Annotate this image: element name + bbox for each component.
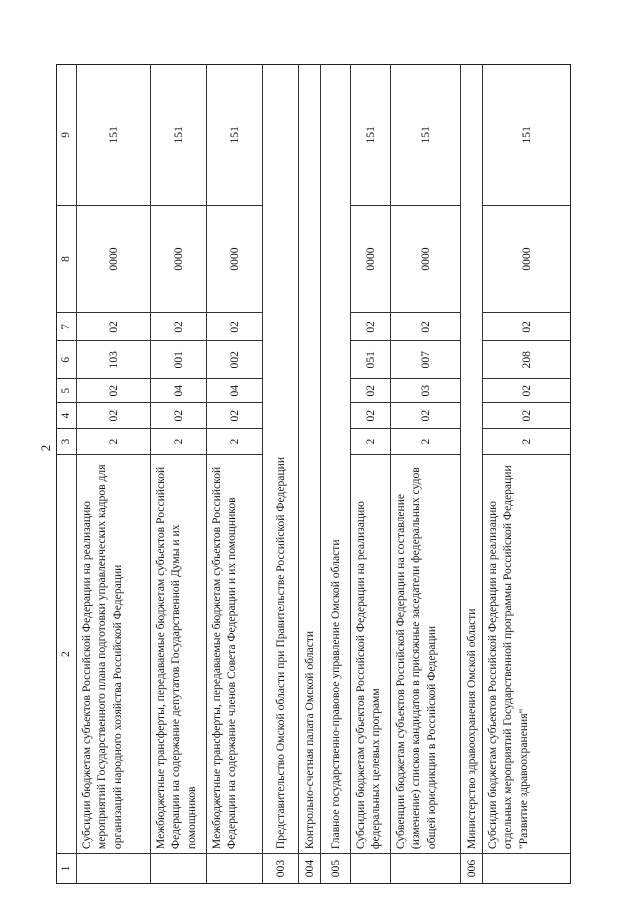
code-cell: 0000 bbox=[483, 205, 570, 313]
code-cell: 02 bbox=[483, 402, 570, 428]
code-cell: 02 bbox=[351, 378, 390, 402]
code-cell: 151 bbox=[519, 126, 533, 144]
code-cell: 02 bbox=[207, 312, 262, 340]
administrator-name-cell: Министерство здравоохранения Омской области bbox=[464, 608, 478, 850]
code-cell: 02 bbox=[351, 402, 390, 428]
admin-code-cell bbox=[207, 853, 262, 883]
code-cell: 151 bbox=[227, 126, 241, 144]
code-cell: 02 bbox=[483, 312, 570, 340]
code-cell: 02 bbox=[151, 402, 206, 428]
code-cell: 051 bbox=[351, 340, 390, 378]
code-cell: 0000 bbox=[391, 205, 460, 313]
description-cell: Субсидии бюджетам субъектов Российской Федерации на реализацию мероприятий Государственного плана подготовки управленческих кадров для организаций народного хозяйства Российской Федерации bbox=[77, 454, 150, 853]
description-cell: Субсидии бюджетам субъектов Российской Федерации на реализацию отдельных мероприятий Государственной программы Российской Федерации "Развитие здравоохранения" bbox=[483, 454, 570, 853]
page-number: 2 bbox=[38, 444, 53, 452]
budget-classification-table bbox=[56, 64, 571, 884]
code-cell: 02 bbox=[77, 378, 150, 402]
code-cell: 208 bbox=[483, 340, 570, 378]
code-cell: 02 bbox=[391, 312, 460, 340]
description-cell: Межбюджетные трансферты, передаваемые бюджетам субъектов Российской Федерации на содержание депутатов Государственной Думы и их помощников bbox=[151, 454, 206, 853]
code-cell: 02 bbox=[151, 312, 206, 340]
code-cell: 2 bbox=[351, 428, 390, 454]
table-row bbox=[483, 65, 570, 883]
administrator-name-cell: Представительство Омской области при Правительстве Российской Федерации bbox=[273, 456, 287, 850]
table-row bbox=[299, 65, 321, 883]
admin-code-cell bbox=[351, 853, 390, 883]
description-cell: Субсидии бюджетам субъектов Российской Федерации на реализацию федеральных целевых программ bbox=[351, 454, 390, 853]
code-cell: 0000 bbox=[207, 205, 262, 313]
code-cell: 2 bbox=[483, 428, 570, 454]
administrator-name-cell: Контрольно-счетная палата Омской области bbox=[302, 630, 316, 850]
code-cell: 151 bbox=[363, 126, 377, 144]
code-cell: 151 bbox=[418, 126, 432, 144]
code-cell: 02 bbox=[483, 378, 570, 402]
table-row bbox=[263, 65, 299, 883]
admin-code-cell bbox=[483, 853, 570, 883]
code-cell: 0000 bbox=[151, 205, 206, 313]
code-cell: 2 bbox=[391, 428, 460, 454]
table-row bbox=[461, 65, 483, 883]
admin-code-cell bbox=[77, 853, 150, 883]
code-cell: 151 bbox=[171, 126, 185, 144]
code-cell: 02 bbox=[207, 402, 262, 428]
table-row bbox=[151, 65, 207, 883]
admin-code-cell: 006 bbox=[461, 853, 482, 883]
code-cell: 007 bbox=[391, 340, 460, 378]
description-cell: Межбюджетные трансферты, передаваемые бюджетам субъектов Российской Федерации на содержание членов Совета Федерации и их помощников bbox=[207, 454, 262, 853]
table-header-row bbox=[57, 65, 77, 883]
code-cell: 151 bbox=[106, 126, 120, 144]
administrator-name-cell: Главное государственно-правовое управление Омской области bbox=[328, 539, 342, 850]
table-row bbox=[351, 65, 391, 883]
code-cell: 2 bbox=[151, 428, 206, 454]
code-cell: 0000 bbox=[351, 205, 390, 313]
code-cell: 02 bbox=[391, 402, 460, 428]
code-cell: 0000 bbox=[77, 205, 150, 313]
table-row bbox=[207, 65, 263, 883]
table-row bbox=[77, 65, 151, 883]
code-cell: 02 bbox=[351, 312, 390, 340]
admin-code-cell: 003 bbox=[263, 853, 298, 883]
code-cell: 001 bbox=[151, 340, 206, 378]
admin-code-cell bbox=[151, 853, 206, 883]
code-cell: 03 bbox=[391, 378, 460, 402]
code-cell: 2 bbox=[77, 428, 150, 454]
header-cell: 5 bbox=[57, 378, 76, 402]
code-cell: 103 bbox=[77, 340, 150, 378]
table-row bbox=[391, 65, 461, 883]
code-cell: 2 bbox=[207, 428, 262, 454]
header-cell: 3 bbox=[57, 428, 76, 454]
header-cell: 6 bbox=[57, 340, 76, 378]
code-cell: 04 bbox=[207, 378, 262, 402]
code-cell: 02 bbox=[77, 402, 150, 428]
header-cell: 4 bbox=[57, 402, 76, 428]
code-cell: 002 bbox=[207, 340, 262, 378]
header-cell: 9 bbox=[59, 131, 72, 138]
description-cell: Субвенции бюджетам субъектов Российской Федерации на составление (изменение) списков кандидатов в присяжные заседатели федеральных судов общей юрисдикции в Российской Федерации bbox=[391, 454, 460, 853]
code-cell: 04 bbox=[151, 378, 206, 402]
header-cell: 8 bbox=[57, 205, 76, 313]
table-row bbox=[321, 65, 351, 883]
admin-code-cell: 005 bbox=[321, 853, 350, 883]
admin-code-cell bbox=[391, 853, 460, 883]
header-cell: 2 bbox=[57, 454, 76, 853]
header-cell: 7 bbox=[57, 312, 76, 340]
code-cell: 02 bbox=[77, 312, 150, 340]
header-cell: 1 bbox=[57, 853, 76, 883]
admin-code-cell: 004 bbox=[299, 853, 320, 883]
